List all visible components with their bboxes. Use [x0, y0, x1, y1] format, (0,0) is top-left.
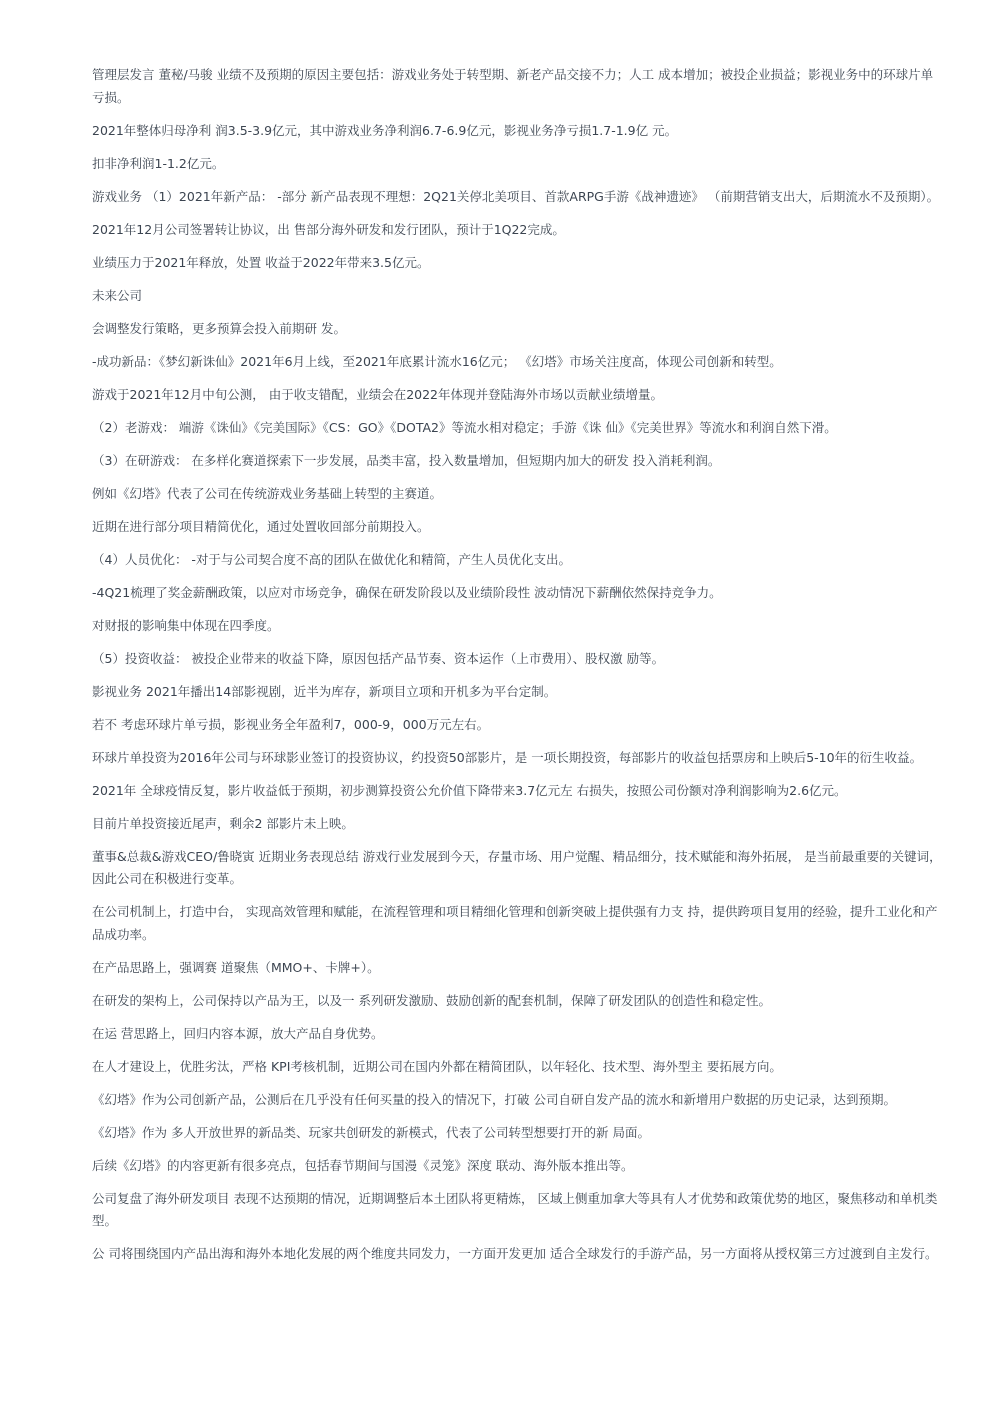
paragraph-product-thinking: 在产品思路上，强调赛 道聚焦（MMO+、卡牌+）。 [92, 959, 380, 975]
paragraph-tower-of-fantasy-track: 例如《幻塔》代表了公司在传统游戏业务基础上转型的主赛道。 [92, 485, 443, 501]
paragraph-film-business: 影视业务 2021年播出14部影视剧，近半为库存，新项目立项和开机多为平台定制。 [92, 683, 557, 699]
paragraph-disposal-gain: 业绩压力于2021年释放，处置 收益于2022年带来3.5亿元。 [92, 254, 430, 270]
paragraph-net-profit: 2021年整体归母净利 润3.5-3.9亿元，其中游戏业务净利润6.7-6.9亿元，影视业务净亏损1.7-1.9亿 元。 [92, 122, 678, 138]
paragraph-compensation-policy: -4Q21梳理了奖金薪酬政策，以应对市场竞争，确保在研发阶段以及业绩阶段性 波动情况下薪酬依然保持竞争力。 [92, 584, 722, 600]
paragraph-project-optimization: 近期在进行部分项目精简优化，通过处置收回部分前期投入。 [92, 518, 430, 534]
paragraph-ceo-summary: 董事&总裁&游戏CEO/鲁晓寅 近期业务表现总结 游戏行业发展到今天，存量市场、用户觉醒、精品细分，技术赋能和海外拓展， 是当前最重要的关键词，因此公司在积极进行变革。 [92, 848, 942, 886]
paragraph-universal-slate: 环球片单投资为2016年公司与环球影业签订的投资协议，约投资50部影片，是 一项长期投资，每部影片的收益包括票房和上映后5-10年的衍生收益。 [92, 749, 923, 765]
paragraph-film-profit: 若不 考虑环球片单亏损，影视业务全年盈利7，000-9，000万元左右。 [92, 716, 490, 732]
paragraph-company-mechanism: 在公司机制上，打造中台， 实现高效管理和赋能，在流程管理和项目精细化管理和创新突破上提供强有力支 持，提供跨项目复用的经验，提升工业化和产品成功率。 [92, 904, 938, 942]
paragraph-investment-income: （5）投资收益： 被投企业带来的收益下降，原因包括产品节奏、资本运作（上市费用）、股权激 励等。 [92, 650, 665, 666]
paragraph-staff-optimization: （4）人员优化： -对于与公司契合度不高的团队在做优化和精简，产生人员优化支出。 [92, 551, 571, 567]
paragraph-talent: 在人才建设上，优胜劣汰，严格 KPI考核机制，近期公司在国内外都在精简团队，以年轻化、技术型、海外型主 要拓展方向。 [92, 1058, 782, 1074]
paragraph-future-company: 未来公司 [92, 287, 143, 303]
paragraph-non-gaap-profit: 扣非净利润1-1.2亿元。 [92, 155, 225, 171]
paragraph-tower-of-fantasy-record: 《幻塔》作为公司创新产品，公测后在几乎没有任何买量的投入的情况下，打破 公司自研自发产品的流水和新增用户数据的历史记录，达到预期。 [92, 1091, 896, 1107]
paragraph-overseas-review: 公司复盘了海外研发项目 表现不达预期的情况，近期调整后本土团队将更精炼， 区域上侧重加拿大等具有人才优势和政策优势的地区，聚焦移动和单机类型。 [92, 1190, 938, 1228]
paragraph-tower-of-fantasy-updates: 后续《幻塔》的内容更新有很多亮点，包括春节期间与国漫《灵笼》深度 联动、海外版本推出等。 [92, 1157, 634, 1173]
paragraph-pandemic-impact: 2021年 全球疫情反复，影片收益低于预期，初步测算投资公允价值下降带来3.7亿元左 右损失，按照公司份额对净利润影响为2.6亿元。 [92, 782, 847, 798]
paragraph-publishing-strategy: 会调整发行策略，更多预算会投入前期研 发。 [92, 320, 346, 336]
paragraph-operations: 在运 营思路上，回归内容本源，放大产品自身优势。 [92, 1025, 384, 1041]
paragraph-old-games: （2）老游戏： 端游《诛仙》《完美国际》《CS：GO》《DOTA2》等流水相对稳定；手游《诛 仙》《完美世界》等流水和利润自然下滑。 [92, 419, 837, 435]
paragraph-management-remarks: 管理层发言 董秘/马骏 业绩不及预期的原因主要包括：游戏业务处于转型期、新老产品交接不力；人工 成本增加；被投企业损益；影视业务中的环球片单亏损。 [92, 67, 934, 105]
paragraph-rd-architecture: 在研发的架构上，公司保持以产品为王，以及一 系列研发激励、鼓励创新的配套机制，保障了研发团队的创造性和稳定性。 [92, 992, 771, 1008]
paragraph-successful-new-products: -成功新品：《梦幻新诛仙》2021年6月上线，至2021年底累计流水16亿元； 《幻塔》市场关注度高，体现公司创新和转型。 [92, 353, 782, 369]
paragraph-tower-of-fantasy-new-model: 《幻塔》作为 多人开放世界的新品类、玩家共创研发的新模式，代表了公司转型想要打开的新 局面。 [92, 1124, 650, 1140]
paragraph-transfer-agreement: 2021年12月公司签署转让协议，出 售部分海外研发和发行团队，预计于1Q22完成。 [92, 221, 565, 237]
document-page [92, 64, 944, 1276]
paragraph-games-in-development: （3）在研游戏： 在多样化赛道探索下一步发展，品类丰富，投入数量增加，但短期内加大的研发 投入消耗利润。 [92, 452, 721, 468]
paragraph-global-strategy: 公 司将围绕国内产品出海和海外本地化发展的两个维度共同发力，一方面开发更加 适合全球发行的手游产品，另一方面将从授权第三方过渡到自主发行。 [92, 1246, 938, 1261]
paragraph-new-products: 游戏业务 （1）2021年新产品： -部分 新产品表现不理想：2Q21关停北美项目、首款ARPG手游《战神遗迹》 （前期营销支出大，后期流水不及预期）。 [92, 188, 940, 204]
paragraph-slate-remaining: 目前片单投资接近尾声，剩余2 部影片未上映。 [92, 815, 354, 831]
paragraph-q4-impact: 对财报的影响集中体现在四季度。 [92, 617, 280, 633]
paragraph-public-beta: 游戏于2021年12月中旬公测， 由于收支错配，业绩会在2022年体现并登陆海外市场以贡献业绩增量。 [92, 386, 664, 402]
